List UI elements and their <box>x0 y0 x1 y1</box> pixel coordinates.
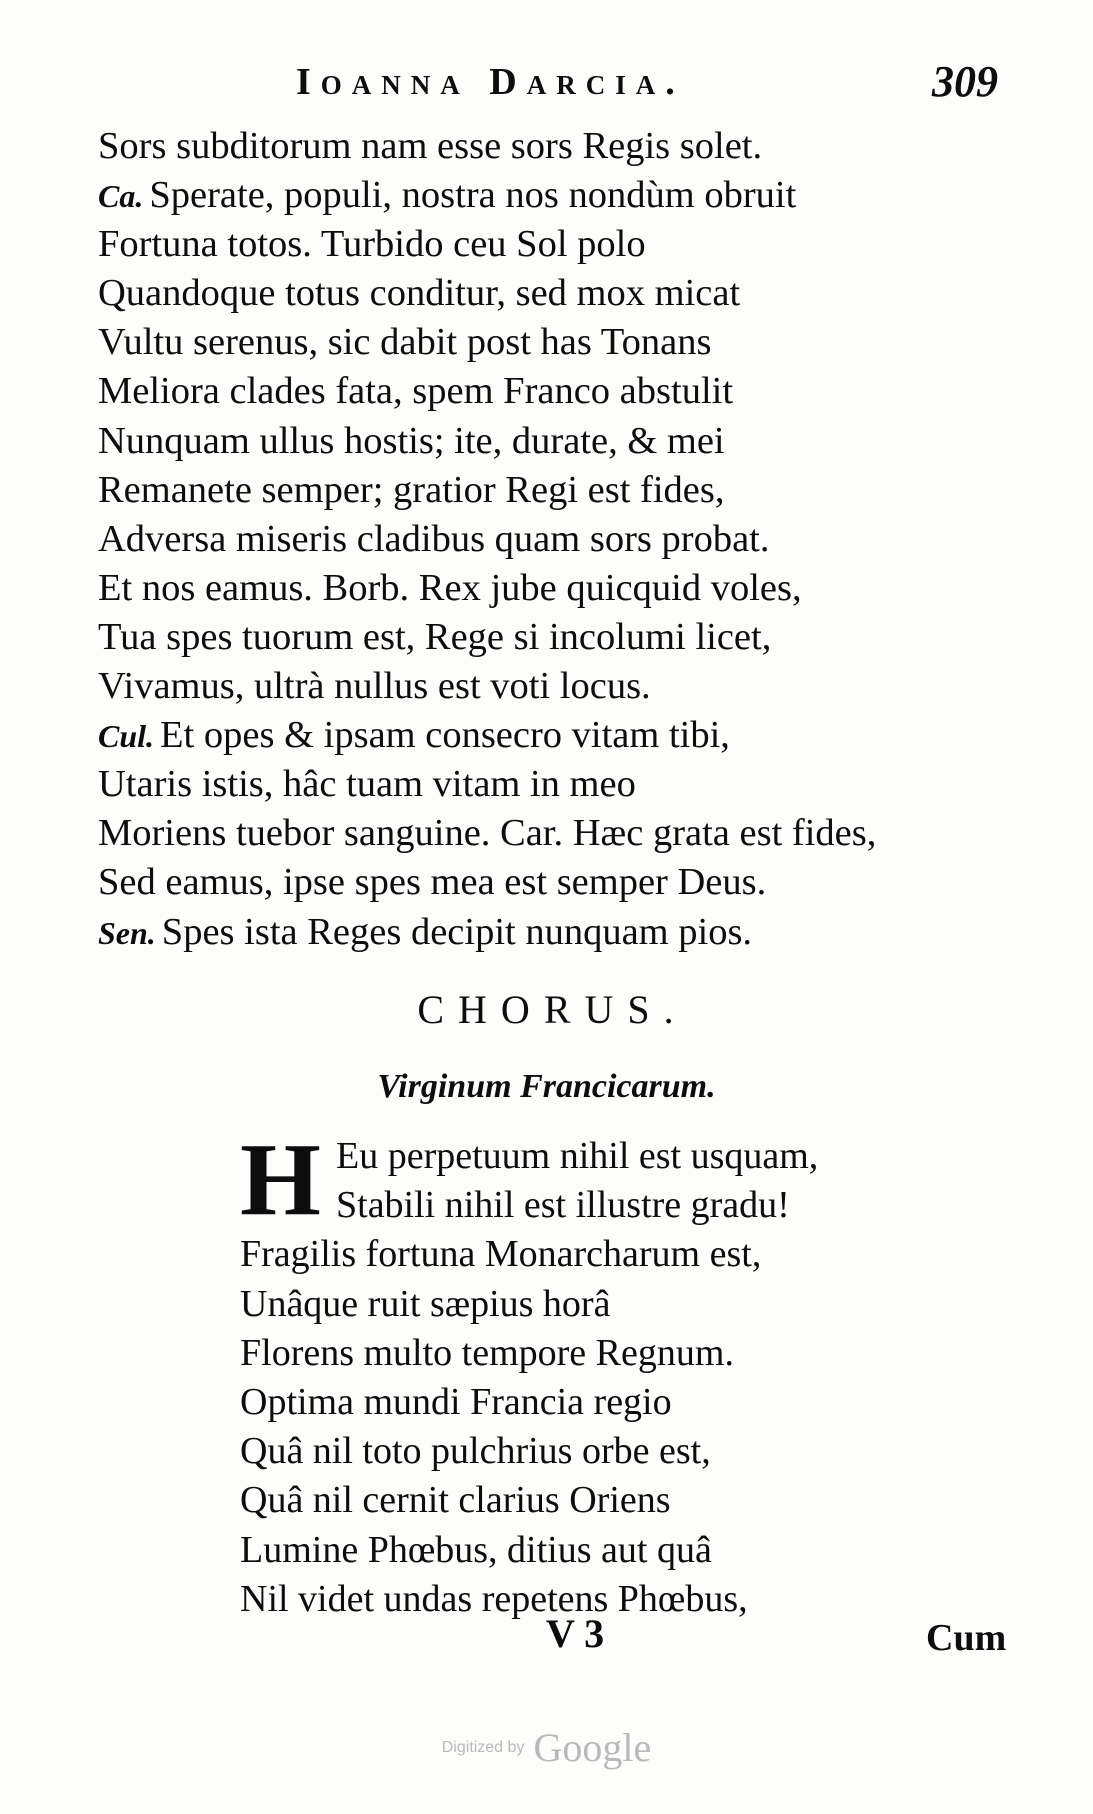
dialogue-text: Sors subditorum nam esse sors Regis solet. <box>98 125 763 167</box>
dialogue-line <box>98 711 1018 760</box>
verse-line: Quâ nil cernit clarius Oriens <box>240 1479 671 1522</box>
dialogue-text: Sperate, populi, nostra nos nondùm obruit <box>149 174 797 217</box>
running-title: Ioanna Darcia. <box>296 61 685 103</box>
verse-line: Fragilis fortuna Monarcharum est, <box>240 1233 762 1276</box>
dialogue-block <box>98 122 1018 957</box>
drop-cap: H <box>240 1122 321 1237</box>
watermark-prefix: Digitized by <box>441 1738 525 1756</box>
dropcap-row <box>240 1122 1000 1237</box>
dialogue-line <box>98 760 1018 809</box>
catchword: Cum <box>926 1617 1007 1659</box>
signature-mark: V 3 <box>546 1611 605 1656</box>
dialogue-line <box>98 908 1018 957</box>
speaker-label: Cul. <box>98 718 155 755</box>
verse-line: Nil videt undas repetens Phœbus, <box>240 1577 748 1620</box>
dialogue-text: Et nos eamus. Borb. Rex jube quicquid voles, <box>98 566 802 609</box>
verse-lines <box>240 1230 1000 1624</box>
dialogue-text: Tua spes tuorum est, Rege si incolumi licet, <box>98 615 772 658</box>
dialogue-text: Fortuna totos. Turbido ceu Sol polo <box>98 223 646 266</box>
dialogue-text: Utaris istis, hâc tuam vitam in meo <box>98 763 636 806</box>
chorus-title: CHORUS. <box>417 987 688 1032</box>
dialogue-line <box>98 269 1018 318</box>
verse-line: Florens multo tempore Regnum. <box>240 1331 734 1374</box>
dialogue-line <box>98 564 1018 613</box>
page-number: 309 <box>932 57 998 106</box>
speaker-label: Ca. <box>98 178 144 215</box>
page-header <box>0 56 1093 116</box>
dialogue-line <box>98 809 1018 858</box>
dialogue-text: Nunquam ullus hostis; ite, durate, & mei <box>98 419 725 462</box>
dialogue-line <box>98 220 1018 269</box>
dialogue-text: Spes ista Reges decipit nunquam pios. <box>161 910 753 953</box>
speaker-label: Sen. <box>98 914 156 951</box>
dialogue-text: Remanete semper; gratior Regi est fides, <box>98 468 725 511</box>
dialogue-text: Quandoque totus conditur, sed mox micat <box>98 272 741 315</box>
dialogue-line <box>98 466 1018 515</box>
verse-line: Optima mundi Francia regio <box>240 1380 672 1423</box>
dialogue-line <box>98 318 1018 367</box>
dialogue-text: Adversa miseris cladibus quam sors probat. <box>98 517 770 560</box>
chorus-verse <box>240 1122 1000 1624</box>
chorus-subtitle: Virginum Francicarum. <box>377 1068 716 1105</box>
verse-line: Stabili nihil est illustre gradu! <box>336 1184 790 1227</box>
dialogue-line <box>98 171 1018 220</box>
dialogue-text: Vultu serenus, sic dabit post has Tonans <box>98 321 712 364</box>
dialogue-text: Sed eamus, ipse spes mea est semper Deus. <box>98 861 767 904</box>
dialogue-line <box>98 417 1018 466</box>
dialogue-line <box>98 858 1018 907</box>
verse-line: Lumine Phœbus, ditius aut quâ <box>240 1528 712 1571</box>
dialogue-text: Meliora clades fata, spem Franco abstulit <box>98 370 734 413</box>
dialogue-text: Vivamus, ultrà nullus est voti locus. <box>98 665 651 708</box>
dropcap-lines <box>336 1132 818 1230</box>
verse-line: Eu perpetuum nihil est usquam, <box>336 1135 819 1177</box>
dialogue-line <box>98 662 1018 711</box>
watermark-brand: Google <box>533 1725 652 1770</box>
verse-line: Quâ nil toto pulchrius orbe est, <box>240 1430 711 1473</box>
digitized-watermark <box>0 1724 1093 1771</box>
dialogue-text: Et opes & ipsam consecro vitam tibi, <box>160 714 730 757</box>
dialogue-line <box>98 515 1018 564</box>
verse-line: Unâque ruit sæpius horâ <box>240 1282 611 1325</box>
dialogue-line <box>98 613 1018 662</box>
dialogue-line <box>98 122 1018 171</box>
dialogue-line <box>98 367 1018 416</box>
dialogue-text: Moriens tuebor sanguine. Car. Hæc grata est fides, <box>98 812 877 855</box>
